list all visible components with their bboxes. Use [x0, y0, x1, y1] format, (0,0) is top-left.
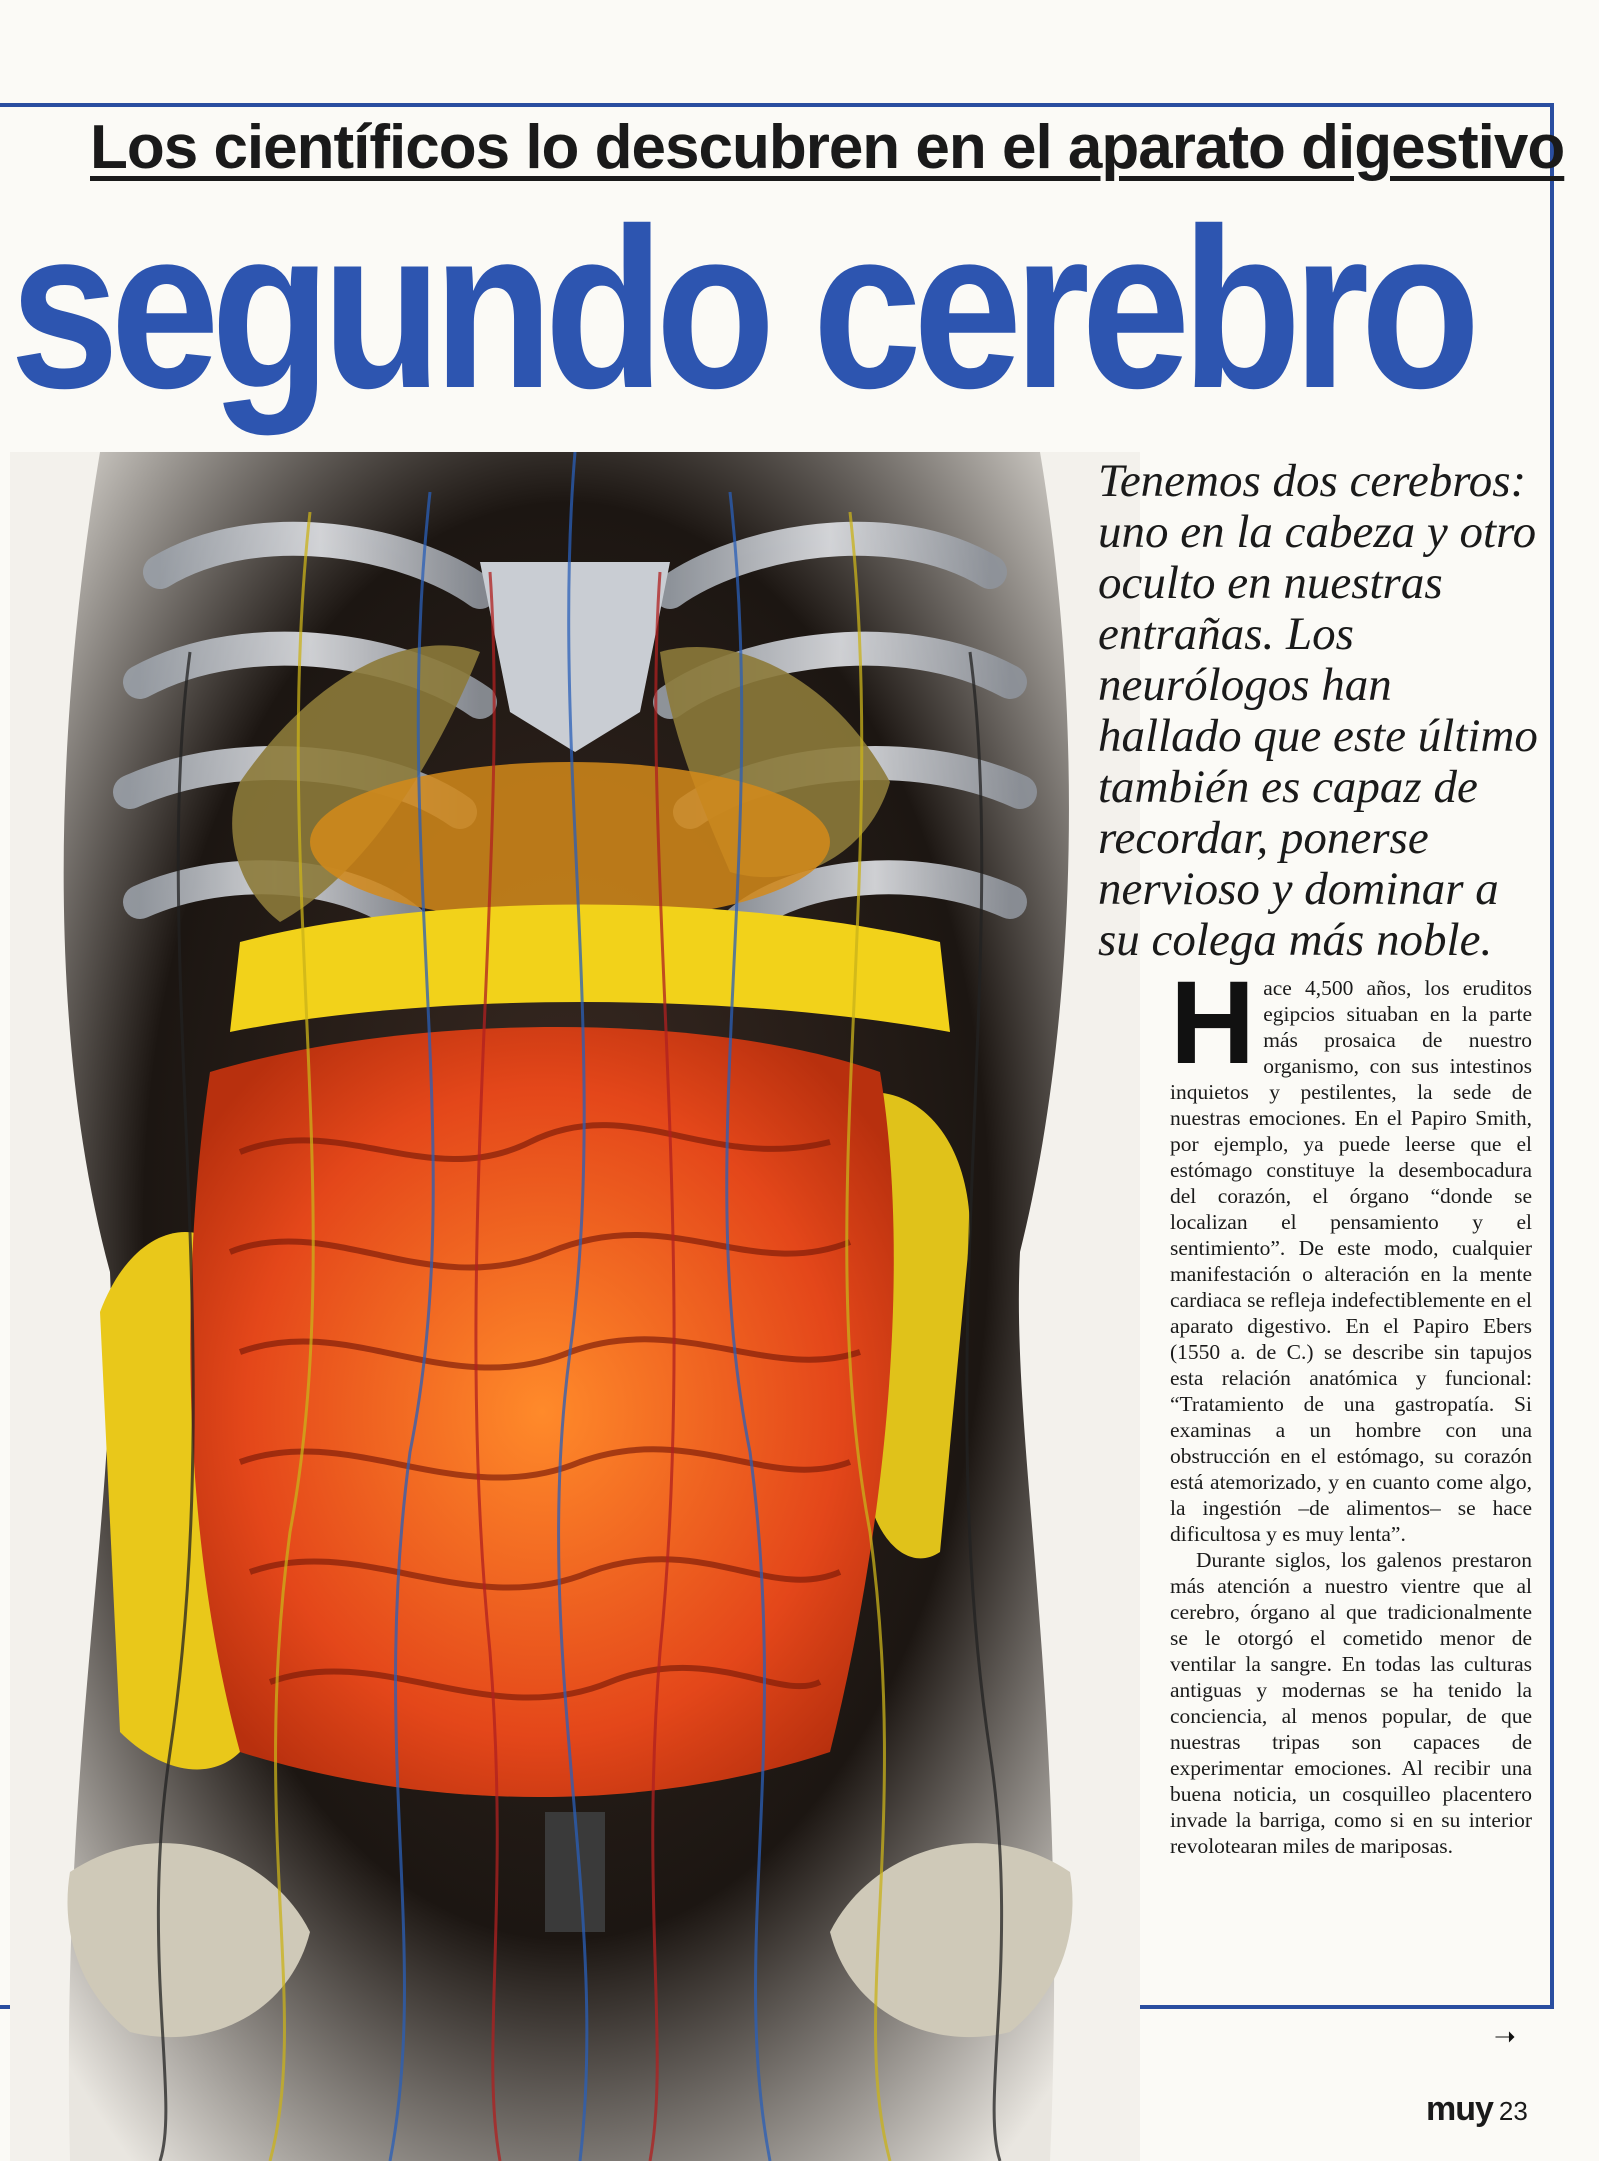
page-number: 23: [1498, 2096, 1528, 2126]
paragraph-1-text: ace 4,500 años, los eruditos egipcios situaban en la parte más prosaica de nuestro organismo, con sus intestinos inquietos y pestilentes, la sede de nuestras emociones. En el Papiro Smith, por ejemplo, ya puede leerse que el estómago constituye la desembocadura del corazón, el órgano “donde se localizan el pensamiento y el sentimiento”. De este modo, cualquier manifestación o alteración en la mente cardiaca se refleja indefectiblemente en el aparato digestivo. En el Papiro Ebers (1550 a. de C.) se describe sin tapujos esta relación anatómica y funcional: “Tratamiento de una gastropatía. Si examinas a un hombre con una obstrucción en el estómago, su corazón está atemorizado, y en cuanto come algo, la ingestión –de alimentos– se hace dificultosa y es muy lenta”.: [1170, 976, 1532, 1546]
article-body: [1170, 957, 1532, 1859]
anatomy-illustration: [10, 452, 1140, 2161]
arrow-right-icon: ➝: [1494, 2022, 1516, 2052]
article-kicker: Los científicos lo descubren en el aparato digestivo: [90, 113, 1565, 182]
page-folio: [1426, 2090, 1528, 2129]
body-paragraph-1: [1170, 957, 1532, 1547]
magazine-brand: muy: [1426, 2090, 1493, 2128]
torso-anatomy-image: [10, 452, 1140, 2161]
article-headline: segundo cerebro: [10, 182, 1472, 436]
article-lead: Tenemos dos cerebros: uno en la cabeza y otro oculto en nuestras entrañas. Los neurólogos han hallado que este último también es capaz de recordar, ponerse nervioso y dominar a su colega más noble.: [1098, 455, 1538, 966]
drop-cap: H: [1170, 957, 1256, 1089]
body-paragraph-2: Durante siglos, los galenos prestaron más atención a nuestro vientre que al cerebro, órgano al que tradicionalmente se le otorgó el cometido menor de ventilar la sangre. En todas las culturas antiguas y modernas se ha tenido la conciencia, al menos popular, de que nuestras tripas son capaces de experimentar emociones. Al recibir una buena noticia, un cosquilleo placentero invade la barriga, como si en su interior revolotearan miles de mariposas.: [1170, 1548, 1532, 1858]
